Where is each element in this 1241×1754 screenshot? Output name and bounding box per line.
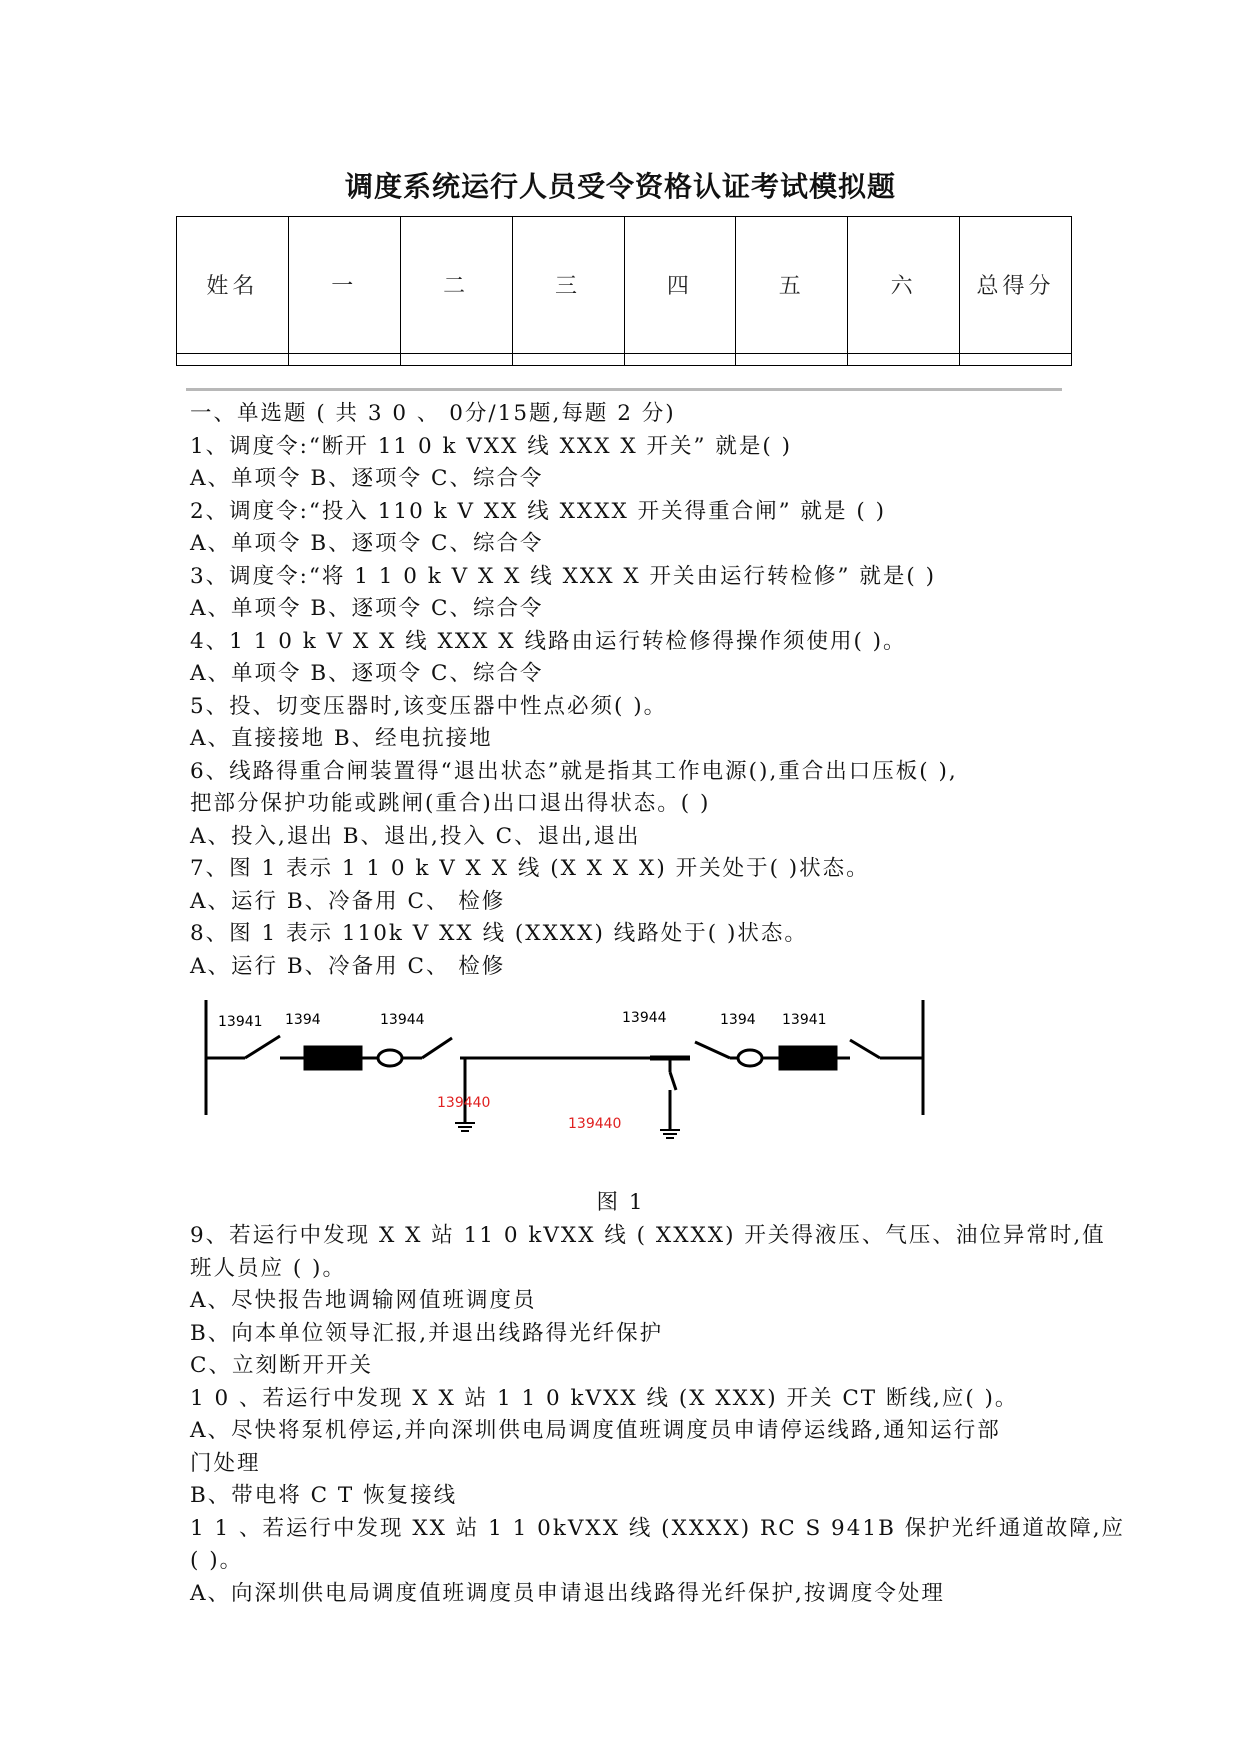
question-line: 7、图 1 表示 1 1 0 k V X X 线 (X X X X) 开关处于( )状态。	[190, 856, 870, 881]
question-options: A、单项令 B、逐项令 C、综合令	[190, 661, 544, 686]
label-139440-left: 139440	[437, 1095, 491, 1111]
question-line: 3、调度令:“将 1 1 0 k V X X 线 XXX X 开关由运行转检修” 就是( )	[190, 563, 936, 589]
question-options: A、投入,退出 B、退出,投入 C、退出,退出	[190, 823, 641, 849]
label-1394-right: 1394	[720, 1012, 756, 1028]
left-disconnector-13944	[422, 1038, 452, 1058]
question-line: ( )。	[190, 1548, 244, 1573]
question-line: 班人员应 ( )。	[190, 1255, 346, 1281]
left-ct	[378, 1050, 402, 1066]
question-line: 2、调度令:“投入 110 k V XX 线 XXXX 开关得重合闸” 就是 ( )	[190, 498, 886, 524]
right-disconnector-13944	[695, 1042, 730, 1058]
score-entry-cell[interactable]	[960, 353, 1072, 365]
section-heading: 一、单选题 ( 共 3 0 、 0分/15题,每题 2 分)	[190, 401, 676, 426]
score-header-row	[177, 217, 1072, 354]
score-header-cell: 总得分	[960, 217, 1072, 354]
label-13944-left: 13944	[380, 1012, 425, 1028]
figure-caption: 图 1	[596, 1190, 645, 1215]
question-line: 把部分保护功能或跳闸(重合)出口退出得状态。( )	[190, 791, 711, 816]
score-entry-cell[interactable]	[400, 353, 512, 365]
label-139440-right: 139440	[568, 1116, 622, 1132]
left-breaker-1394	[305, 1047, 361, 1069]
right-breaker-1394	[780, 1047, 836, 1069]
score-table	[176, 216, 1072, 366]
question-options: A、运行 B、冷备用 C、 检修	[190, 953, 506, 979]
question-options: A、运行 B、冷备用 C、 检修	[190, 888, 506, 914]
score-entry-cell[interactable]	[624, 353, 736, 365]
label-1394-left: 1394	[285, 1012, 321, 1028]
question-options: C、立刻断开开关	[190, 1353, 373, 1378]
question-options: A、尽快将泵机停运,并向深圳供电局调度值班调度员申请停运线路,通知运行部	[190, 1418, 1001, 1443]
question-line: 8、图 1 表示 110k V XX 线 (XXXX) 线路处于( )状态。	[190, 921, 808, 946]
section-divider	[186, 388, 1062, 391]
label-13941-left: 13941	[218, 1014, 263, 1030]
score-entry-cell[interactable]	[848, 353, 960, 365]
label-13944-right: 13944	[622, 1010, 667, 1026]
questions-part-1	[190, 398, 1070, 983]
score-entry-cell[interactable]	[736, 353, 848, 365]
question-line: 1、调度令:“断开 11 0 k VXX 线 XXX X 开关” 就是( )	[190, 433, 792, 459]
question-options: A、尽快报告地调输网值班调度员	[190, 1288, 537, 1313]
right-disconnector-13941	[850, 1040, 880, 1058]
score-header-cell: 六	[848, 217, 960, 354]
score-header-cell: 三	[512, 217, 624, 354]
single-line-diagram	[190, 990, 990, 1165]
question-options: 门处理	[190, 1450, 261, 1476]
score-header-cell: 一	[288, 217, 400, 354]
question-options: A、单项令 B、逐项令 C、综合令	[190, 531, 544, 556]
questions-part-2	[190, 1220, 1126, 1610]
question-options: B、带电将 C T 恢复接线	[190, 1483, 458, 1508]
question-options: B、向本单位领导汇报,并退出线路得光纤保护	[190, 1320, 664, 1346]
question-options: A、单项令 B、逐项令 C、综合令	[190, 466, 544, 491]
page-title: 调度系统运行人员受令资格认证考试模拟题	[344, 170, 896, 203]
question-line: 1 0 、若运行中发现 X X 站 1 1 0 kVXX 线 (X XXX) 开关 CT 断线,应( )。	[190, 1385, 1019, 1411]
score-entry-cell[interactable]	[512, 353, 624, 365]
right-ground-switch-139440	[670, 1072, 676, 1090]
question-line: 4、1 1 0 k V X X 线 XXX X 线路由运行转检修得操作须使用( )。	[190, 628, 907, 654]
question-line: 5、投、切变压器时,该变压器中性点必须( )。	[190, 693, 668, 719]
score-header-cell: 二	[400, 217, 512, 354]
question-line: 6、线路得重合闸装置得“退出状态”就是指其工作电源(),重合出口压板( ),	[190, 758, 958, 784]
question-options: A、单项令 B、逐项令 C、综合令	[190, 596, 544, 621]
score-entry-cell[interactable]	[288, 353, 400, 365]
score-header-cell: 五	[736, 217, 848, 354]
question-line: 9、若运行中发现 X X 站 11 0 kVXX 线 ( XXXX) 开关得液压、气压、油位异常时,值	[190, 1223, 1106, 1248]
question-options: A、直接接地 B、经电抗接地	[190, 726, 493, 751]
score-entry-row	[177, 353, 1072, 365]
left-disconnector-13941	[245, 1036, 280, 1058]
score-entry-cell[interactable]	[177, 353, 289, 365]
label-13941-right: 13941	[782, 1012, 827, 1028]
score-header-cell: 四	[624, 217, 736, 354]
question-line: 1 1 、若运行中发现 XX 站 1 1 0kVXX 线 (XXXX) RC S 941B 保护光纤通道故障,应	[190, 1515, 1126, 1541]
question-options: A、向深圳供电局调度值班调度员申请退出线路得光纤保护,按调度令处理	[190, 1580, 945, 1606]
score-header-cell: 姓名	[177, 217, 289, 354]
right-ct	[738, 1050, 762, 1066]
